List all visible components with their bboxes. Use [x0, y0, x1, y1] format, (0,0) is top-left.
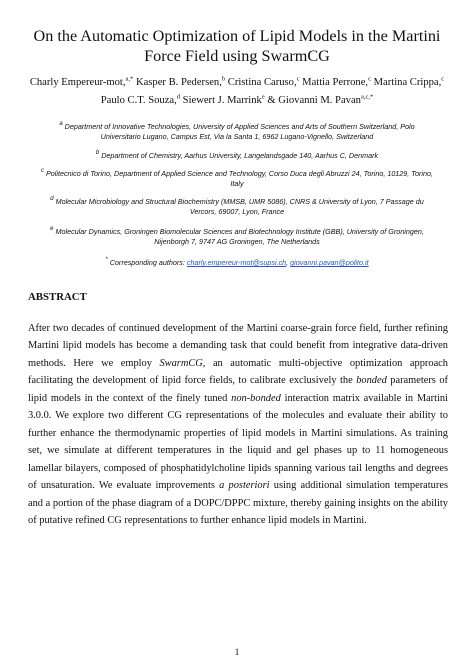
- author-affiliation-mark: a,*: [125, 75, 134, 82]
- affiliation-text: Molecular Dynamics, Groningen Biomolecular Sciences and Biotechnology Institute (GBB), University of Groningen, Nijenborgh 7, 9747 AG Groningen, The Netherlands: [55, 227, 424, 246]
- corresponding-authors: [40, 258, 434, 268]
- page-number: 1: [234, 648, 240, 658]
- author-affiliation-mark: c: [296, 75, 300, 82]
- abstract-emphasis: bonded: [356, 375, 387, 387]
- affiliation-key: a: [59, 120, 63, 127]
- abstract-text-run: parameters of lipid models in the context of the finely tuned: [28, 375, 448, 404]
- author-name-text: Paulo C.T. Souza,: [100, 94, 177, 106]
- abstract-text-run: After two decades of continued development of the Martini coarse-grain force field, further refining Martini lipid models has become a demanding task that could benefit from integrative data-driven methods. Here we employ: [28, 323, 448, 369]
- author-affiliation-mark: c: [441, 75, 445, 82]
- author-affiliation-mark: b: [221, 75, 226, 82]
- author-name: [302, 77, 371, 88]
- abstract-text-run: interaction matrix available in Martini 3.0.0. We explore two different CG representations of the molecules and evaluate their ability to further enhance the thermodynamic properties of lipid models in Martini simulations. As training set, we simulate at different temperatures in the liquid and gel phases up to 11 homogeneous lamellar bilayers, composed of phosphatidylcholine lipids spanning various tail lengths and degrees of unsaturation. We evaluate improvements: [28, 392, 448, 492]
- affiliation-b: [40, 151, 434, 161]
- author-affiliation-mark: a,c,*: [360, 93, 374, 101]
- affiliation-text: Department of Innovative Technologies, University of Applied Sciences and Arts of Southern Switzerland, Polo Universitario Lugano, Campus Est, Via la Santa 1, 6962 Lugano-Vignello, Switzerland: [64, 122, 415, 141]
- corresponding-key: *: [105, 256, 108, 263]
- corresponding-label: Corresponding authors:: [109, 258, 185, 267]
- abstract-emphasis: non-bonded: [231, 392, 281, 404]
- author-name: [374, 77, 445, 88]
- affiliation-text: Molecular Microbiology and Structural Biochemistry (MMSB, UMR 5086), CNRS & University of Lyon, 7 Passage du Vercors, 69007, Lyon, France: [55, 197, 424, 216]
- abstract-emphasis: a posteriori: [219, 480, 270, 492]
- affiliation-a: [40, 122, 434, 142]
- abstract-emphasis: SwarmCG: [159, 357, 203, 369]
- affiliation-e: [40, 227, 434, 247]
- paper-title: On the Automatic Optimization of Lipid Models in the Martini Force Field using SwarmCG: [33, 27, 441, 65]
- affiliation-key: b: [95, 149, 100, 156]
- author-name-text: Mattia Perrone,: [302, 76, 369, 88]
- affiliation-key: c: [40, 167, 44, 174]
- author-name: [267, 95, 373, 106]
- author-affiliation-mark: d: [176, 93, 181, 101]
- author-name: [30, 77, 133, 88]
- author-affiliation-mark: e: [261, 93, 265, 101]
- affiliation-text: Department of Chemistry, Aarhus University, Langelandsgade 140, Aarhus C, Denmark: [101, 151, 379, 160]
- abstract-heading: ABSTRACT: [28, 291, 87, 303]
- abstract-text-run: , an automatic multi-objective optimization approach facilitating the development of lipid force fields, to calibrate exclusively the: [28, 357, 448, 387]
- author-name-text: Kasper B. Pedersen,: [135, 76, 222, 88]
- affiliation-text: Politecnico di Torino, Department of Applied Science and Technology, Corso Duca degli Abruzzi 24, Torino, 10129, Torino, Italy: [45, 169, 434, 188]
- email-link-pavan[interactable]: giovanni.pavan@polito.it: [290, 258, 369, 267]
- abstract-body: [28, 320, 448, 529]
- author-name: [183, 95, 265, 106]
- author-name-text: Cristina Caruso,: [227, 76, 297, 88]
- email-separator: ,: [286, 258, 289, 267]
- author-name-text: Charly Empereur-mot,: [29, 76, 126, 88]
- affiliation-c: [40, 169, 434, 189]
- author-name: [228, 77, 300, 88]
- abstract-text-run: using additional simulation temperatures and a portion of the phase diagram of a DOPC/DPPC mixture, thereby gaining insights on the ability of putative refined CG representations to further enhance lipid models in Martini.: [28, 480, 448, 526]
- author-name: [136, 77, 225, 88]
- email-link-empereur-mot[interactable]: charly.empereur-mot@supsi.ch: [186, 258, 287, 267]
- author-name-text: & Giovanni M. Pavan: [267, 94, 361, 106]
- affiliation-d: [40, 197, 434, 217]
- author-list: [26, 72, 448, 108]
- author-affiliation-mark: c: [368, 75, 371, 82]
- affiliation-key: d: [50, 195, 54, 202]
- author-name-text: Martina Crippa,: [373, 76, 442, 88]
- author-name-text: Siewert J. Marrink: [182, 94, 262, 106]
- author-name: [101, 95, 180, 106]
- affiliation-key: e: [50, 225, 54, 232]
